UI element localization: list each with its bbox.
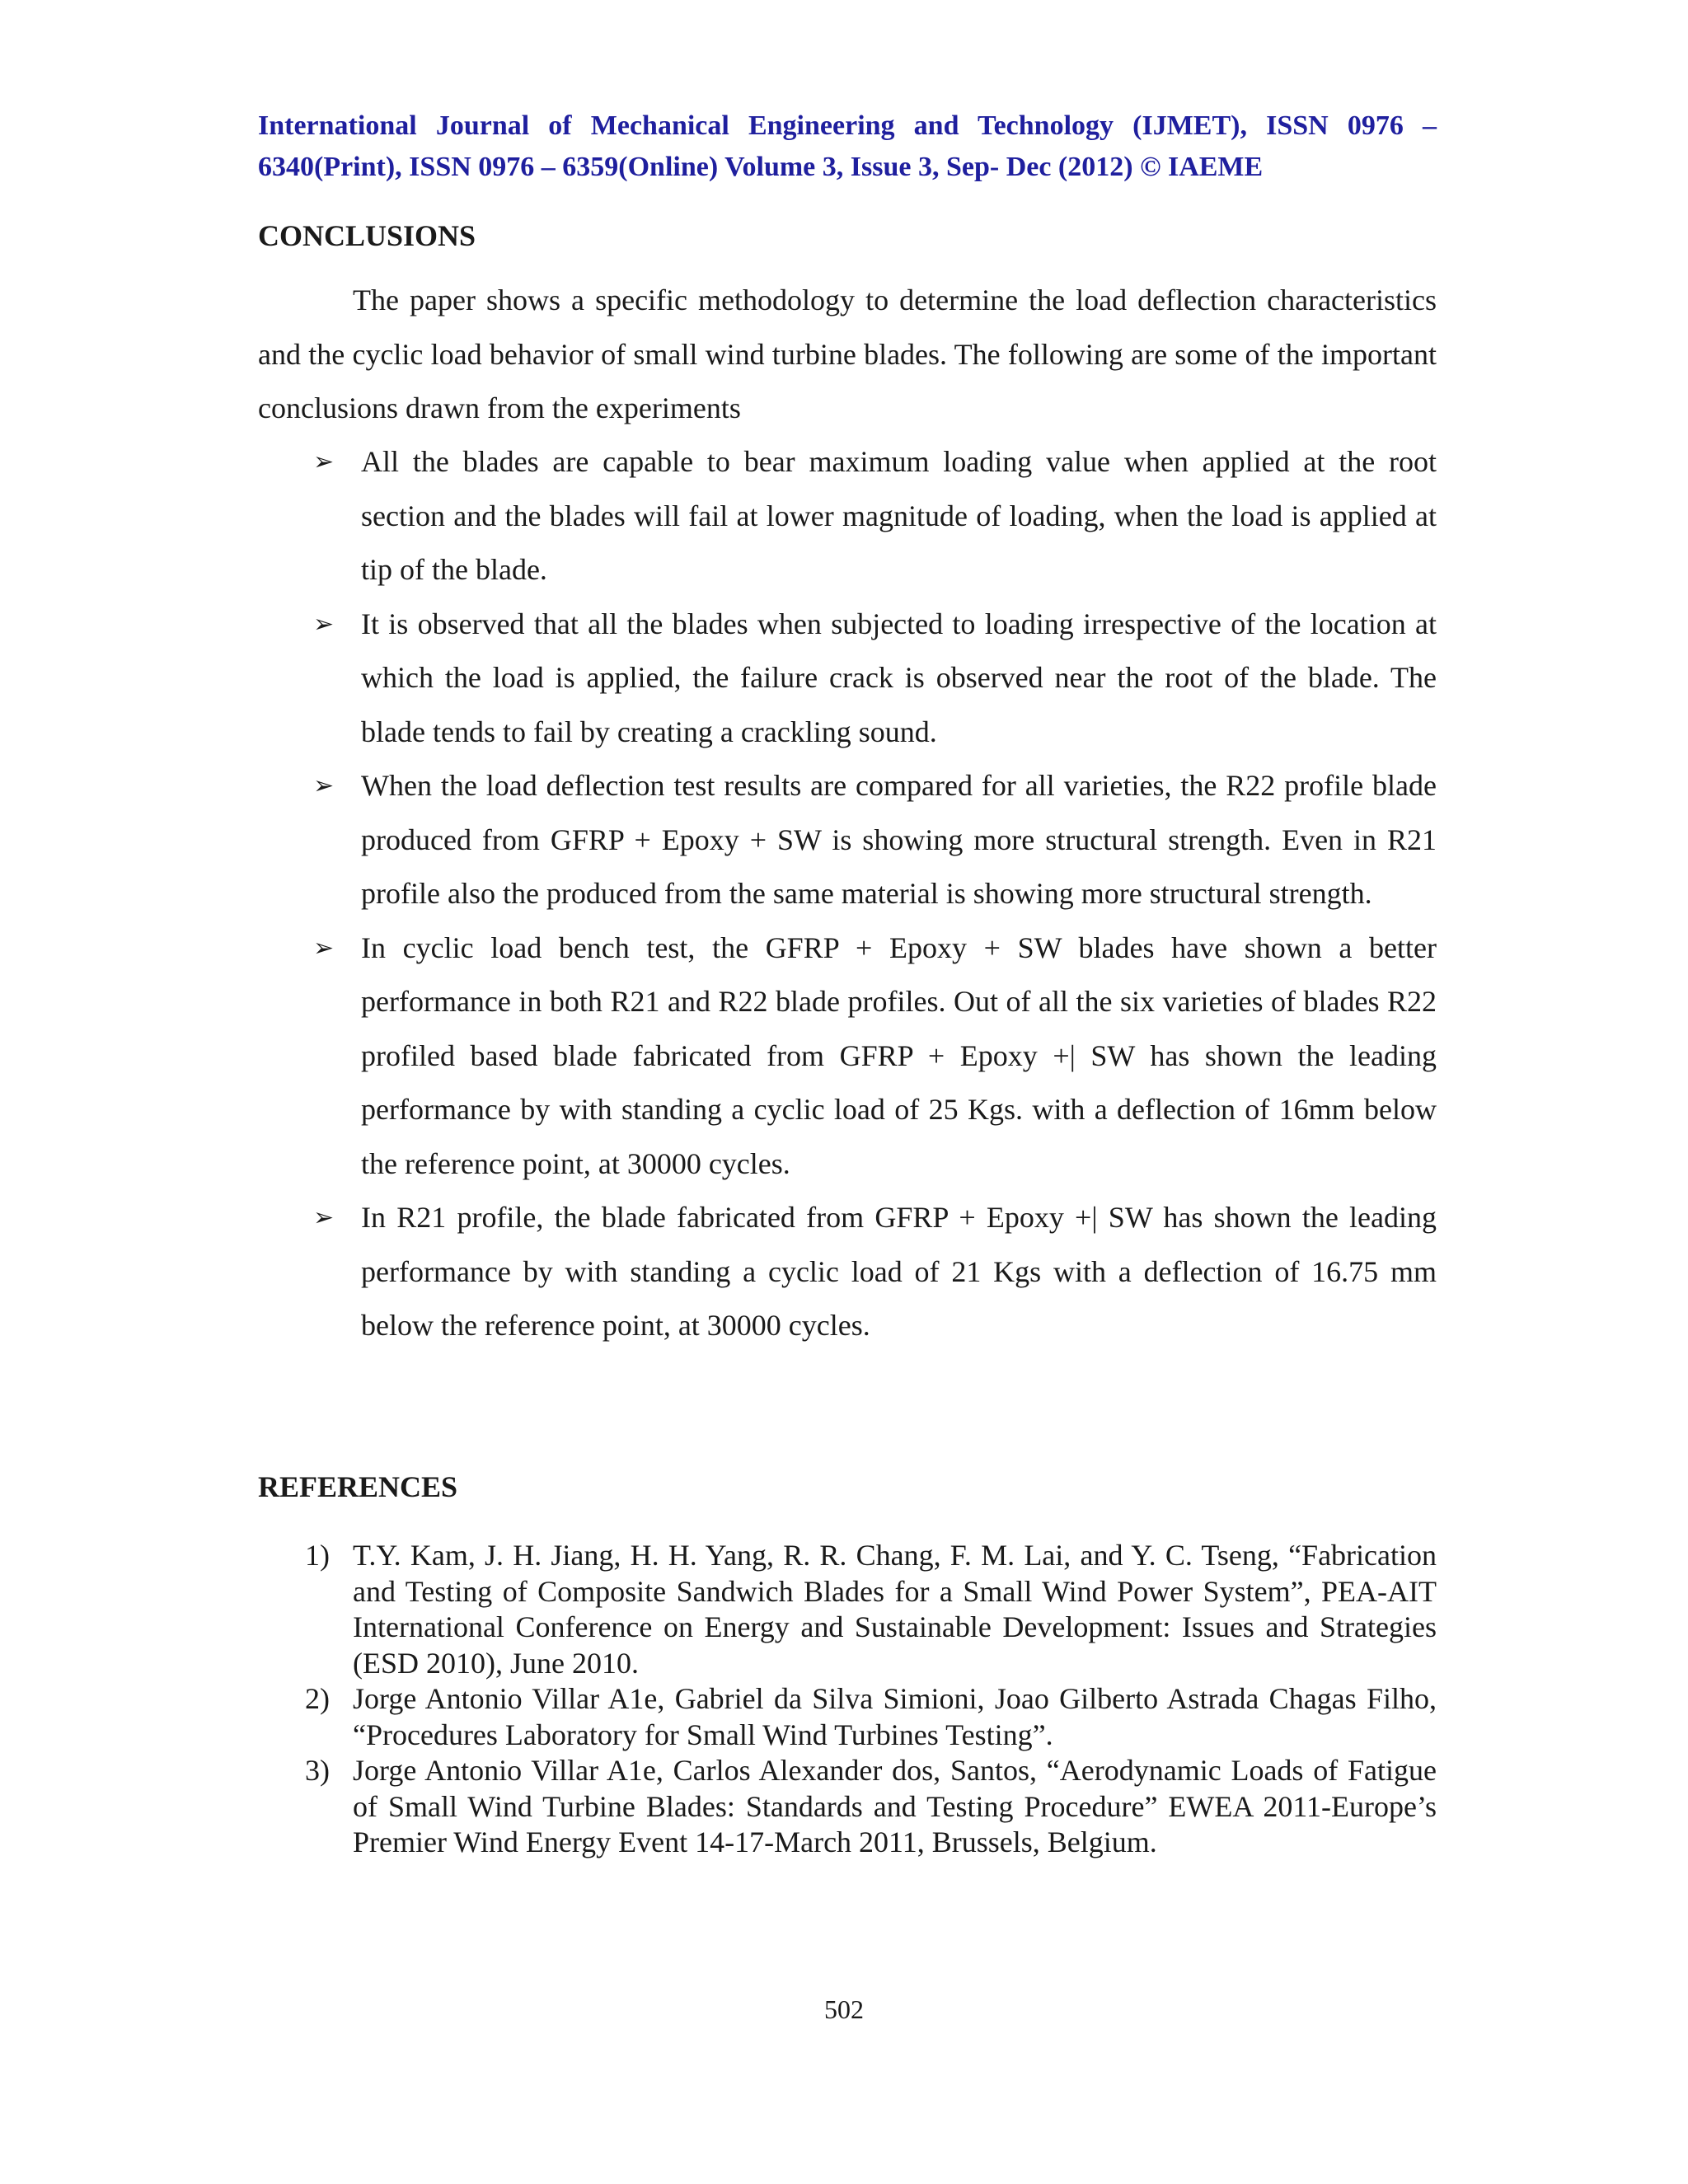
arrowhead-bullet-icon: ➢	[313, 1203, 335, 1232]
conclusion-item	[313, 435, 1437, 598]
reference-text: Jorge Antonio Villar A1e, Gabriel da Silva Simioni, Joao Gilberto Astrada Chagas Filho, “Procedures Laboratory for Small Wind Turbines Testing”.	[353, 1682, 1437, 1751]
conclusion-item-text: In cyclic load bench test, the GFRP + Epoxy + SW blades have shown a better performance in both R21 and R22 blade profiles. Out of all the six varieties of blades R22 profiled based blade fabricated from GFRP + Epoxy +| SW has shown the leading performance by with standing a cyclic load of 25 Kgs. with a deflection of 16mm below the reference point, at 30000 cycles.	[361, 930, 1437, 1180]
conclusions-intro-paragraph: The paper shows a specific methodology to determine the load deflection characteristics and the cyclic load behavior of small wind turbine blades. The following are some of the important conclusions drawn from the experiments	[258, 284, 1437, 424]
conclusion-item	[313, 598, 1437, 760]
reference-number: 2)	[305, 1682, 330, 1715]
reference-item	[305, 1753, 1437, 1861]
reference-text: Jorge Antonio Villar A1e, Carlos Alexander dos, Santos, “Aerodynamic Loads of Fatigue of Small Wind Turbine Blades: Standards and Testing Procedure” EWEA 2011-Europe’s Premier Wind Energy Event 14-17-March 2011, Brussels, Belgium.	[353, 1754, 1437, 1858]
arrowhead-bullet-icon: ➢	[313, 933, 335, 963]
reference-list	[305, 1538, 1437, 1861]
reference-item	[305, 1681, 1437, 1753]
reference-number: 3)	[305, 1754, 330, 1787]
page-number: 502	[824, 1994, 864, 2024]
conclusion-item-text: In R21 profile, the blade fabricated from GFRP + Epoxy +| SW has shown the leading performance by with standing a cyclic load of 21 Kgs with a deflection of 16.75 mm below the reference point, at 30000 cycles.	[361, 1201, 1437, 1342]
reference-number: 1)	[305, 1539, 330, 1572]
journal-header-line-1: International Journal of Mechanical Engineering and Technology (IJMET), ISSN 0976 –	[258, 110, 1437, 141]
journal-header-line-2: 6340(Print), ISSN 0976 – 6359(Online) Volume 3, Issue 3, Sep- Dec (2012) © IAEME	[258, 152, 1264, 182]
conclusion-item	[313, 759, 1437, 921]
arrowhead-bullet-icon: ➢	[313, 448, 335, 476]
conclusion-item-text: It is observed that all the blades when subjected to loading irrespective of the location at which the load is applied, the failure crack is observed near the root of the blade. The blade tends to fail by creating a crackling sound.	[361, 607, 1437, 748]
arrowhead-bullet-icon: ➢	[313, 609, 335, 639]
conclusions-heading: CONCLUSIONS	[258, 219, 476, 252]
journal-header	[258, 105, 1437, 188]
references-heading: REFERENCES	[258, 1470, 458, 1503]
reference-text: T.Y. Kam, J. H. Jiang, H. H. Yang, R. R. Chang, F. M. Lai, and Y. C. Tseng, “Fabrication and Testing of Composite Sandwich Blades for a Small Wind Power System”, PEA-AIT International Conference on Energy and Sustainable Development: Issues and Strategies (ESD 2010), June 2010.	[353, 1539, 1437, 1680]
conclusion-item-text: All the blades are capable to bear maximum loading value when applied at the root section and the blades will fail at lower magnitude of loading, when the load is applied at tip of the blade.	[361, 445, 1437, 586]
reference-item	[305, 1538, 1437, 1681]
conclusion-item-text: When the load deflection test results are compared for all varieties, the R22 profile blade produced from GFRP + Epoxy + SW is showing more structural strength. Even in R21 profile also the produced from the same material is showing more structural strength.	[361, 769, 1437, 910]
arrowhead-bullet-icon: ➢	[313, 771, 335, 800]
conclusion-item	[313, 1191, 1437, 1353]
conclusion-item	[313, 921, 1437, 1192]
conclusions-bullet-list	[313, 435, 1437, 1353]
